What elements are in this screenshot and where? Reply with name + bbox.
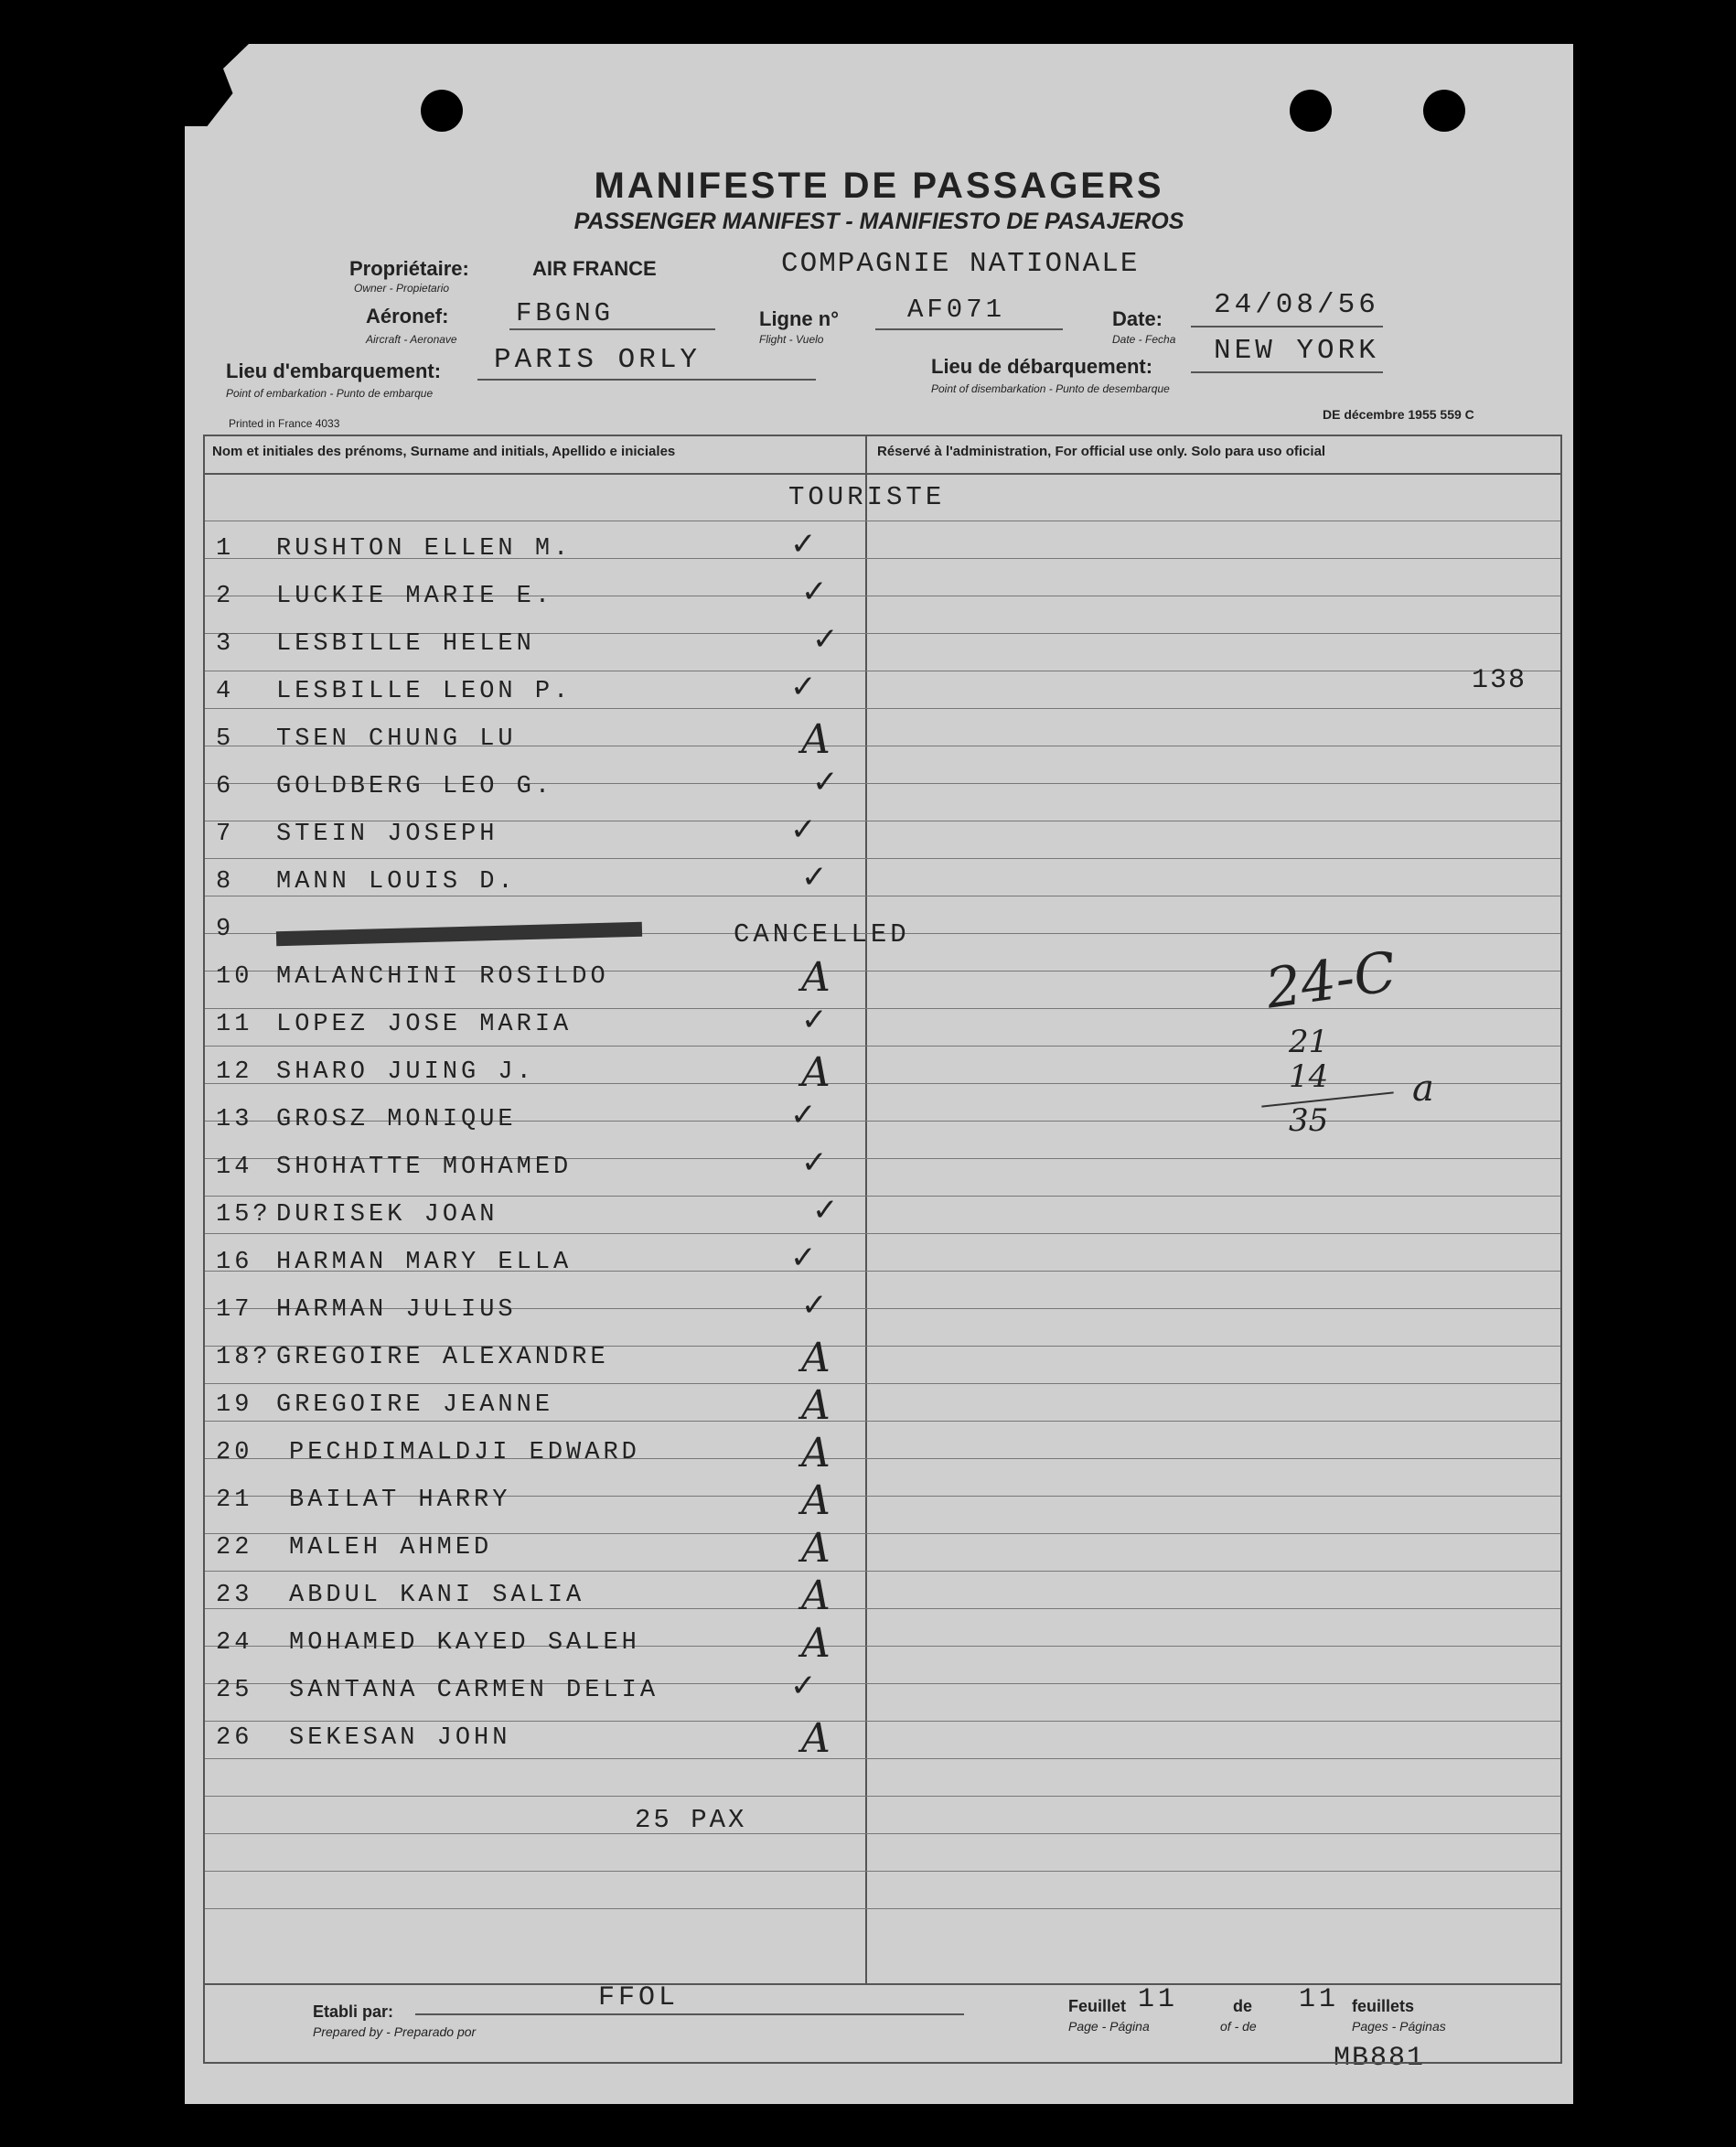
of-value: 11 bbox=[1299, 1984, 1340, 2015]
of-sub: of - de bbox=[1220, 2019, 1257, 2034]
passenger-number: 8 bbox=[216, 868, 235, 896]
owner-extra: COMPAGNIE NATIONALE bbox=[781, 248, 1140, 280]
passenger-name: MANN LOUIS D. bbox=[276, 868, 517, 896]
arrival-mark: A bbox=[801, 716, 830, 763]
date-sub: Date - Fecha bbox=[1112, 333, 1176, 346]
row-rule bbox=[205, 1233, 1560, 1234]
check-mark: ✓ bbox=[790, 669, 817, 705]
check-mark: ✓ bbox=[812, 764, 839, 800]
row-rule bbox=[205, 708, 1560, 709]
disembark-sub: Point of disembarkation - Punto de desembarque bbox=[931, 382, 1170, 395]
embark-value: PARIS ORLY bbox=[494, 344, 702, 376]
row-rule bbox=[205, 1383, 1560, 1384]
total-pax: 25 PAX bbox=[635, 1805, 747, 1835]
aircraft-sub: Aircraft - Aeronave bbox=[366, 333, 457, 346]
pages-label: feuillets bbox=[1352, 1997, 1415, 2015]
side-number: 138 bbox=[1472, 665, 1527, 696]
disembark-underline bbox=[1191, 371, 1383, 373]
prepared-underline bbox=[415, 2013, 964, 2015]
passenger-name: GREGOIRE ALEXANDRE bbox=[276, 1344, 609, 1371]
line-value: AF071 bbox=[907, 295, 1006, 325]
class-label: TOURISTE bbox=[788, 482, 946, 512]
passenger-number: 10 bbox=[216, 963, 253, 991]
check-mark: ✓ bbox=[790, 1240, 817, 1276]
check-mark: ✓ bbox=[790, 1097, 817, 1133]
check-mark: ✓ bbox=[790, 526, 817, 563]
prepared-sub: Prepared by - Preparado por bbox=[313, 2024, 477, 2039]
passenger-name: GROSZ MONIQUE bbox=[276, 1106, 517, 1133]
passenger-number: 24 bbox=[216, 1629, 253, 1657]
passenger-name: ABDUL KANI SALIA bbox=[289, 1582, 585, 1609]
passenger-name: MOHAMED KAYED SALEH bbox=[289, 1629, 640, 1657]
passenger-name: MALEH AHMED bbox=[289, 1534, 493, 1562]
passenger-name: LUCKIE MARIE E. bbox=[276, 583, 554, 610]
arrival-mark: A bbox=[801, 1477, 830, 1524]
disembark-value: NEW YORK bbox=[1214, 335, 1379, 367]
passenger-number: 26 bbox=[216, 1724, 253, 1752]
passenger-number: 14 bbox=[216, 1154, 253, 1181]
row-rule bbox=[205, 1871, 1560, 1872]
handwritten-sum-total: 35 bbox=[1289, 1102, 1329, 1139]
passenger-name: GOLDBERG LEO G. bbox=[276, 773, 554, 800]
handwritten-note: 24-C bbox=[1261, 939, 1400, 1022]
row-rule bbox=[205, 1046, 1560, 1047]
owner-sub: Owner - Propietario bbox=[354, 282, 450, 295]
passenger-number: 3 bbox=[216, 630, 235, 658]
passenger-name: HARMAN MARY ELLA bbox=[276, 1249, 573, 1276]
row-rule bbox=[205, 1721, 1560, 1722]
date-value: 24/08/56 bbox=[1214, 289, 1379, 321]
embark-sub: Point of embarkation - Punto de embarque bbox=[226, 387, 434, 400]
table-header bbox=[205, 436, 1560, 475]
passenger-table bbox=[203, 435, 1562, 2064]
handwritten-sum-2: 14 bbox=[1289, 1058, 1329, 1095]
check-mark: ✓ bbox=[801, 1287, 828, 1324]
check-mark: ✓ bbox=[801, 574, 828, 610]
row-rule bbox=[205, 1908, 1560, 1909]
passenger-name: SHOHATTE MOHAMED bbox=[276, 1154, 573, 1181]
passenger-number: 5 bbox=[216, 725, 235, 753]
of-label: de bbox=[1233, 1997, 1253, 2015]
pages-sub: Pages - Páginas bbox=[1352, 2019, 1446, 2034]
passenger-number: 17 bbox=[216, 1296, 253, 1324]
passenger-number: 13 bbox=[216, 1106, 253, 1133]
line-underline bbox=[875, 328, 1063, 330]
check-mark: ✓ bbox=[801, 859, 828, 896]
passenger-name: LESBILLE LEON P. bbox=[276, 678, 573, 705]
aircraft-underline bbox=[509, 328, 715, 330]
passenger-name: TSEN CHUNG LU bbox=[276, 725, 517, 753]
punch-hole bbox=[1290, 90, 1332, 132]
passenger-number: 16 bbox=[216, 1249, 253, 1276]
passenger-name: PECHDIMALDJI EDWARD bbox=[289, 1439, 640, 1466]
embark-underline bbox=[477, 379, 816, 381]
passenger-number: 23 bbox=[216, 1582, 253, 1609]
date-underline bbox=[1191, 326, 1383, 327]
passenger-name: BAILAT HARRY bbox=[289, 1487, 511, 1514]
passenger-number: 18? bbox=[216, 1344, 272, 1371]
printed-note: Printed in France 4033 bbox=[229, 417, 340, 430]
passenger-number: 25 bbox=[216, 1677, 253, 1704]
aircraft-label: Aéronef: bbox=[366, 305, 449, 327]
arrival-mark: A bbox=[801, 1620, 830, 1667]
prepared-value: FFOL bbox=[598, 1982, 680, 2013]
row-rule bbox=[205, 858, 1560, 859]
col-admin-header: Réservé à l'administration, For official use only. Solo para uso oficial bbox=[877, 444, 1326, 459]
passenger-name: RUSHTON ELLEN M. bbox=[276, 535, 573, 563]
page-sub: Page - Página bbox=[1068, 2019, 1150, 2034]
passenger-number: 15? bbox=[216, 1201, 272, 1229]
document-title: MANIFESTE DE PASSAGERS bbox=[594, 166, 1164, 206]
check-mark: ✓ bbox=[801, 1002, 828, 1038]
date-label: Date: bbox=[1112, 307, 1163, 330]
cancelled-label: CANCELLED bbox=[734, 919, 910, 950]
page-label: Feuillet bbox=[1068, 1997, 1127, 2015]
passenger-number: 11 bbox=[216, 1011, 253, 1038]
passenger-number: 22 bbox=[216, 1534, 253, 1562]
strikeout bbox=[276, 922, 642, 946]
arrival-mark: A bbox=[801, 1049, 830, 1096]
passenger-number: 19 bbox=[216, 1391, 253, 1419]
document-subtitle: PASSENGER MANIFEST - MANIFIESTO DE PASAJEROS bbox=[573, 209, 1184, 234]
passenger-number: 2 bbox=[216, 583, 235, 610]
line-label: Ligne n° bbox=[759, 307, 840, 330]
passenger-name: SANTANA CARMEN DELIA bbox=[289, 1677, 659, 1704]
page-value: 11 bbox=[1138, 1984, 1179, 2015]
arrival-mark: A bbox=[801, 1382, 830, 1429]
arrival-mark: A bbox=[801, 1525, 830, 1572]
col-name-header: Nom et initiales des prénoms, Surname and initials, Apellido e iniciales bbox=[212, 444, 676, 459]
passenger-name: GREGOIRE JEANNE bbox=[276, 1391, 554, 1419]
passenger-number: 20 bbox=[216, 1439, 253, 1466]
arrival-mark: A bbox=[801, 1573, 830, 1619]
arrival-mark: A bbox=[801, 1335, 830, 1381]
row-rule bbox=[205, 1758, 1560, 1759]
handwritten-sum-1: 21 bbox=[1289, 1024, 1329, 1060]
passenger-name: HARMAN JULIUS bbox=[276, 1296, 517, 1324]
disembark-label: Lieu de débarquement: bbox=[931, 355, 1153, 378]
passenger-number: 9 bbox=[216, 916, 235, 943]
arrival-mark: A bbox=[801, 1430, 830, 1476]
check-mark: ✓ bbox=[812, 621, 839, 658]
torn-corner bbox=[185, 44, 249, 126]
passenger-number: 21 bbox=[216, 1487, 253, 1514]
punch-hole bbox=[421, 90, 463, 132]
row-rule bbox=[205, 1421, 1560, 1422]
passenger-name: SEKESAN JOHN bbox=[289, 1724, 511, 1752]
owner-value: AIR FRANCE bbox=[532, 257, 657, 280]
column-divider bbox=[865, 436, 867, 1985]
row-rule bbox=[205, 1796, 1560, 1797]
row-rule bbox=[205, 1833, 1560, 1834]
passenger-name: STEIN JOSEPH bbox=[276, 821, 498, 848]
form-code: DE décembre 1955 559 C bbox=[1323, 407, 1474, 422]
passenger-number: 7 bbox=[216, 821, 235, 848]
row-rule bbox=[205, 1571, 1560, 1572]
passenger-number: 4 bbox=[216, 678, 235, 705]
prepared-label: Etabli par: bbox=[313, 2002, 394, 2021]
handwritten-letter: a bbox=[1412, 1068, 1434, 1110]
arrival-mark: A bbox=[801, 1715, 830, 1762]
table-footer bbox=[205, 1983, 1560, 1985]
passenger-number: 6 bbox=[216, 773, 235, 800]
passenger-name: SHARO JUING J. bbox=[276, 1058, 535, 1086]
check-mark: ✓ bbox=[801, 1144, 828, 1181]
passenger-name: LOPEZ JOSE MARIA bbox=[276, 1011, 573, 1038]
passenger-name: LESBILLE HELEN bbox=[276, 630, 535, 658]
passenger-name: DURISEK JOAN bbox=[276, 1201, 498, 1229]
check-mark: ✓ bbox=[790, 1668, 817, 1704]
owner-label: Propriétaire: bbox=[349, 257, 469, 280]
line-sub: Flight - Vuelo bbox=[759, 333, 824, 346]
row-rule bbox=[205, 1196, 1560, 1197]
passenger-name: MALANCHINI ROSILDO bbox=[276, 963, 609, 991]
arrival-mark: A bbox=[801, 954, 830, 1001]
punch-hole bbox=[1423, 90, 1465, 132]
passenger-number: 1 bbox=[216, 535, 235, 563]
embark-label: Lieu d'embarquement: bbox=[226, 360, 442, 382]
passenger-number: 12 bbox=[216, 1058, 253, 1086]
reference-number: MB881 bbox=[1334, 2043, 1426, 2074]
check-mark: ✓ bbox=[812, 1192, 839, 1229]
aircraft-value: FBGNG bbox=[516, 298, 615, 328]
check-mark: ✓ bbox=[790, 811, 817, 848]
